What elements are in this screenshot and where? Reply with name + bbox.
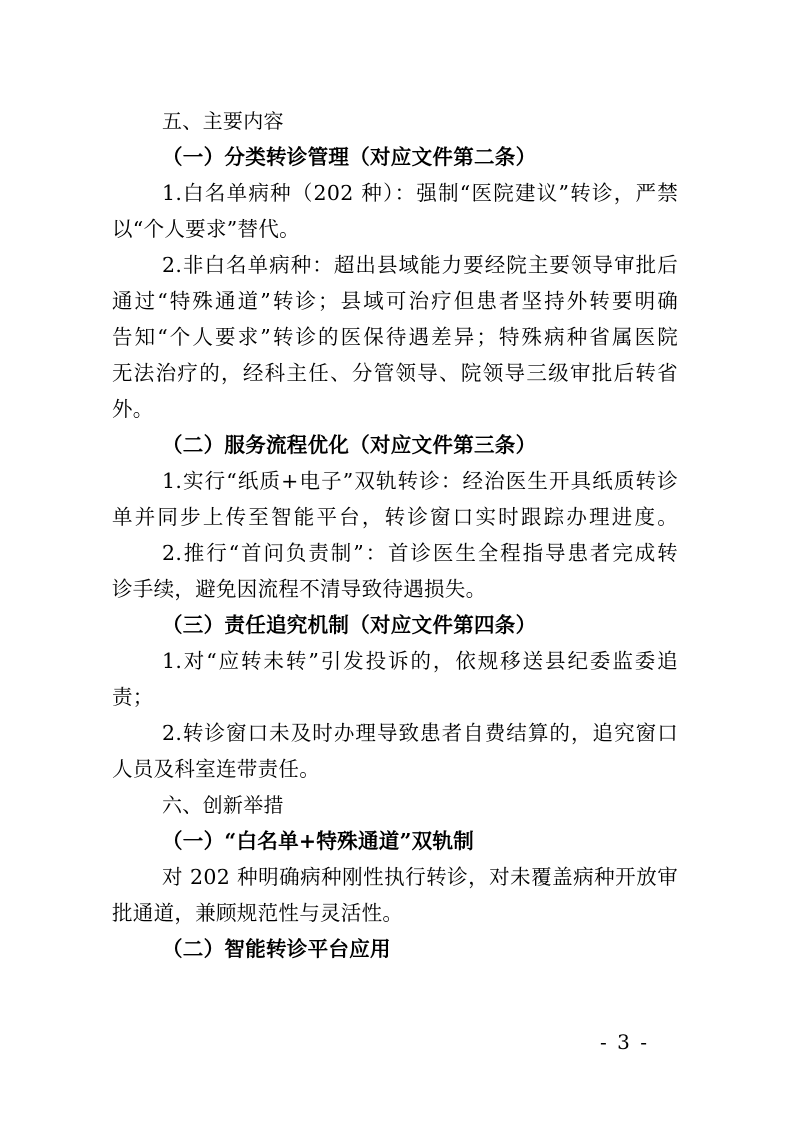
paragraph-line: 诊手续，避免因流程不清导致待遇损失。 (112, 577, 487, 601)
subsection-title: （三）责任追究机制（对应文件第四条） (162, 613, 537, 637)
paragraph-line: 单并同步上传至智能平台，转诊窗口实时跟踪办理进度。 (112, 505, 678, 529)
paragraph-line: 通过“特殊通道”转诊；县域可治疗但患者坚持外转要明确 (112, 289, 678, 313)
paragraph-line: 2.推行“首问负责制”：首诊医生全程指导患者完成转 (162, 541, 678, 565)
subsection-title: （二）智能转诊平台应用 (162, 937, 391, 961)
page-number: - 3 - (600, 1030, 649, 1054)
paragraph-line: 责； (112, 685, 154, 709)
paragraph-line: 2.转诊窗口未及时办理导致患者自费结算的，追究窗口 (162, 721, 678, 745)
paragraph-line: 外。 (112, 397, 154, 421)
paragraph-line: 人员及科室连带责任。 (112, 757, 320, 781)
paragraph-line: 批通道，兼顾规范性与灵活性。 (112, 901, 404, 925)
subsection-title: （二）服务流程优化（对应文件第三条） (162, 433, 537, 457)
paragraph-line: 1.对“应转未转”引发投诉的，依规移送县纪委监委追 (162, 649, 678, 673)
subsection-title: （一）“白名单+特殊通道”双轨制 (162, 829, 475, 853)
paragraph-line: 1.实行“纸质+电子”双轨转诊：经治医生开具纸质转诊 (162, 469, 678, 493)
paragraph-line: 无法治疗的，经科主任、分管领导、院领导三级审批后转省 (112, 361, 678, 385)
section-heading: 六、创新举措 (162, 793, 284, 817)
page-content (112, 103, 678, 967)
paragraph-line: 1.白名单病种（202 种）：强制“医院建议”转诊，严禁 (162, 181, 678, 205)
paragraph-line: 告知“个人要求”转诊的医保待遇差异；特殊病种省属医院 (112, 325, 678, 349)
paragraph-line: 2.非白名单病种：超出县域能力要经院主要领导审批后 (162, 253, 678, 277)
paragraph-line: 以“个人要求”替代。 (112, 217, 300, 241)
section-heading: 五、主要内容 (162, 109, 284, 133)
subsection-title: （一）分类转诊管理（对应文件第二条） (162, 145, 537, 169)
paragraph-line: 对 202 种明确病种刚性执行转诊，对未覆盖病种开放审 (162, 865, 678, 889)
